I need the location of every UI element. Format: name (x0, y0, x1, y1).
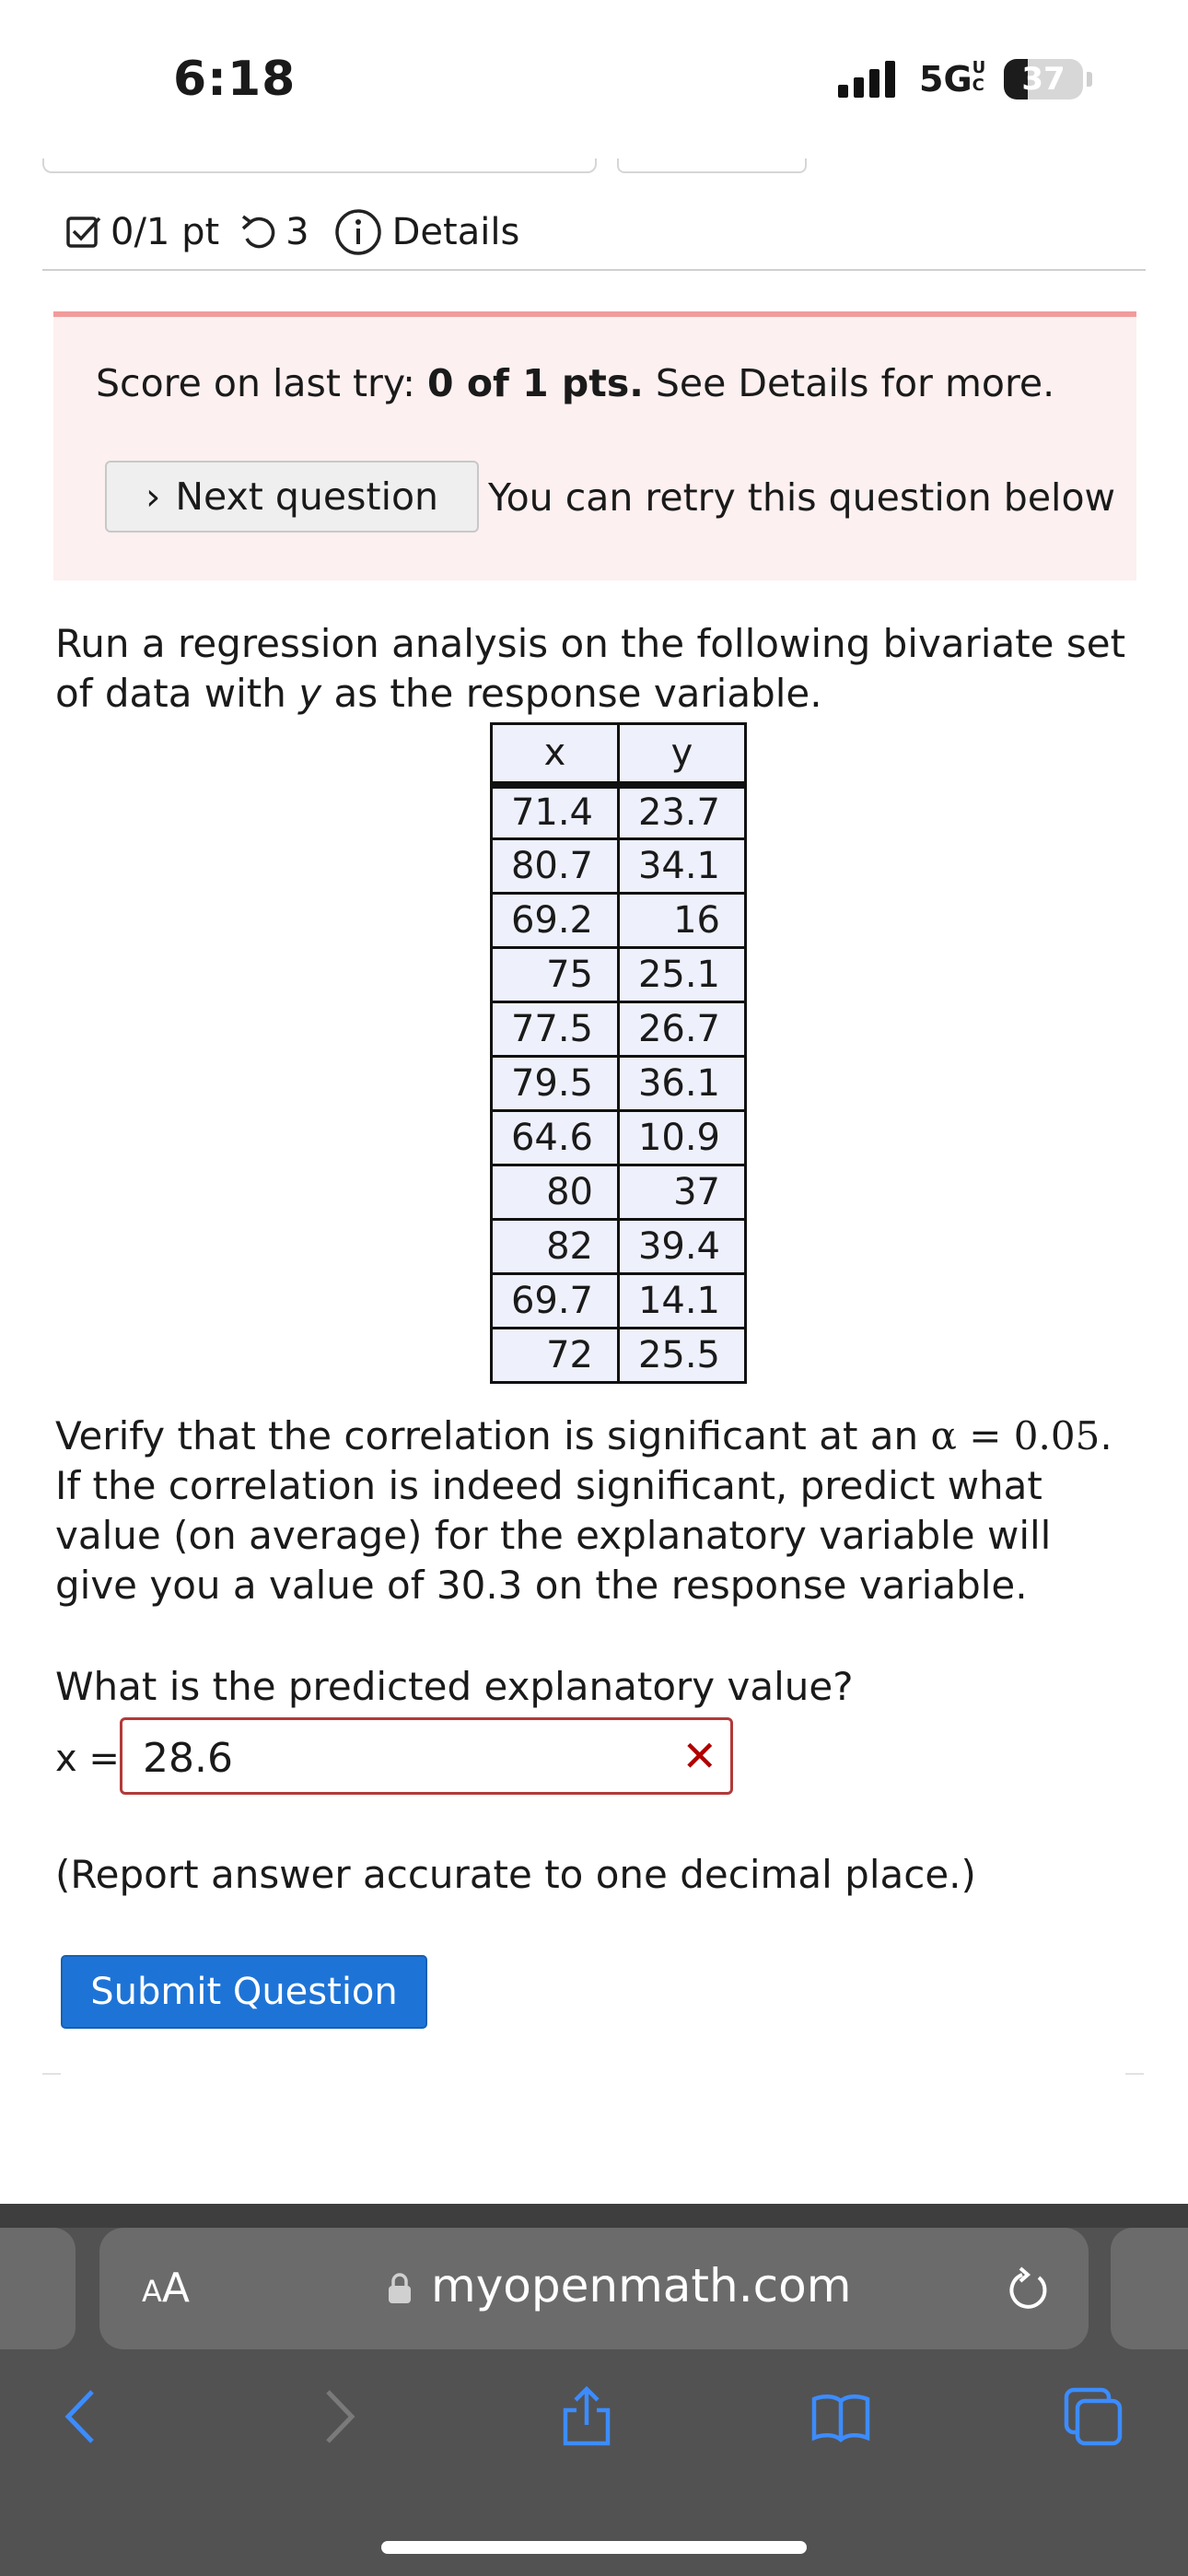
cell-x: 80.7 (492, 839, 619, 894)
text-size-button[interactable] (142, 2265, 190, 2312)
text-size-big: A (161, 2265, 190, 2312)
cell-x: 82 (492, 1220, 619, 1274)
details-link[interactable]: Details (391, 211, 520, 253)
score-value: 0 of 1 pts. (427, 361, 644, 405)
cell-x: 72 (492, 1329, 619, 1383)
back-icon[interactable] (48, 2384, 112, 2449)
data-table (490, 722, 747, 1384)
divider (42, 2073, 61, 2075)
verify-part-2: . If the correlation is indeed significant, predict what value (on average) for the explanatory variable will give you a value of 30.3 on the response variable. (55, 1413, 1112, 1608)
cell-x: 69.2 (492, 894, 619, 948)
retries-count: 3 (285, 211, 309, 253)
table-row (492, 839, 746, 894)
battery-icon (1004, 59, 1083, 100)
bookmarks-icon[interactable] (809, 2384, 873, 2449)
cell-x: 77.5 (492, 1002, 619, 1057)
cell-x: 80 (492, 1165, 619, 1220)
checkbox-icon (64, 213, 103, 252)
score-text (96, 361, 1054, 405)
rounding-instruction: (Report answer accurate to one decimal place.) (55, 1852, 976, 1897)
problem-intro (55, 619, 1142, 719)
intro-part-2: as the response variable. (321, 671, 822, 716)
clipped-field (42, 158, 597, 173)
status-bar (0, 0, 1188, 157)
table-row (492, 1220, 746, 1274)
next-question-label: Next question (175, 474, 439, 519)
network-type: 5G (919, 59, 973, 100)
table-row (492, 948, 746, 1002)
address-bar[interactable] (99, 2228, 1089, 2349)
divider (1125, 2073, 1144, 2075)
cell-y: 34.1 (619, 839, 746, 894)
home-indicator (381, 2541, 807, 2554)
forward-icon[interactable] (308, 2384, 372, 2449)
cell-x: 69.7 (492, 1274, 619, 1329)
answer-input[interactable] (120, 1717, 733, 1795)
toolbar-edge (0, 2204, 1188, 2228)
info-icon[interactable] (333, 207, 383, 257)
battery-tip (1087, 72, 1092, 87)
score-prefix: Score on last try: (96, 361, 428, 405)
url-text[interactable]: myopenmath.com (431, 2259, 852, 2313)
cell-y: 39.4 (619, 1220, 746, 1274)
column-header-x: x (492, 724, 619, 785)
divider (42, 269, 1146, 271)
table-row (492, 1111, 746, 1165)
answer-label: x = (55, 1738, 120, 1780)
table-row (492, 1165, 746, 1220)
answer-value: 28.6 (143, 1735, 233, 1782)
cell-y: 36.1 (619, 1057, 746, 1111)
response-variable: y (298, 671, 322, 716)
cell-y: 25.1 (619, 948, 746, 1002)
cell-y: 37 (619, 1165, 746, 1220)
table-row (492, 1274, 746, 1329)
table-row (492, 894, 746, 948)
table-row (492, 1329, 746, 1383)
clock: 6:18 (173, 52, 297, 107)
lock-icon (387, 2272, 413, 2305)
score-suffix: See Details for more. (643, 361, 1055, 405)
intro-part-1: Run a regression analysis on the following bivariate set of data with (55, 621, 1126, 716)
question-prompt: What is the predicted explanatory value? (55, 1664, 854, 1709)
table-row (492, 1057, 746, 1111)
text-size-small: A (142, 2274, 162, 2309)
retry-icon[interactable] (238, 213, 280, 252)
cell-y: 10.9 (619, 1111, 746, 1165)
cell-x: 75 (492, 948, 619, 1002)
battery-percent: 37 (1021, 61, 1066, 98)
share-icon[interactable] (554, 2384, 619, 2449)
table-row (492, 1002, 746, 1057)
cell-x: 71.4 (492, 785, 619, 839)
cell-y: 25.5 (619, 1329, 746, 1383)
table-row (492, 785, 746, 839)
network-suffix: UC (972, 58, 986, 95)
retry-text: You can retry this question below (488, 475, 1116, 520)
cell-y: 16 (619, 894, 746, 948)
browser-toolbar (0, 2204, 1188, 2576)
verify-part-1: Verify that the correlation is significant at an (55, 1413, 931, 1458)
chevron-right-icon: › (145, 474, 161, 519)
question-header (64, 205, 519, 260)
cell-x: 79.5 (492, 1057, 619, 1111)
cell-y: 26.7 (619, 1002, 746, 1057)
submit-question-button[interactable]: Submit Question (61, 1955, 427, 2029)
next-question-button[interactable] (105, 461, 479, 533)
previous-tab-preview[interactable] (0, 2228, 76, 2349)
cellular-signal-icon (838, 61, 899, 98)
alpha-expression: α = 0.05 (930, 1413, 1101, 1458)
network-indicator (919, 59, 989, 100)
next-tab-preview[interactable] (1111, 2228, 1188, 2349)
points-label: 0/1 pt (111, 211, 220, 253)
table-header-row (492, 724, 746, 785)
reload-icon[interactable] (1002, 2265, 1054, 2316)
cell-x: 64.6 (492, 1111, 619, 1165)
cell-y: 14.1 (619, 1274, 746, 1329)
cell-y: 23.7 (619, 785, 746, 839)
tabs-icon[interactable] (1061, 2384, 1125, 2449)
score-notice (53, 311, 1136, 580)
problem-instructions (55, 1411, 1142, 1610)
incorrect-icon: ✕ (681, 1731, 717, 1781)
column-header-y: y (619, 724, 746, 785)
clipped-button (617, 158, 807, 173)
